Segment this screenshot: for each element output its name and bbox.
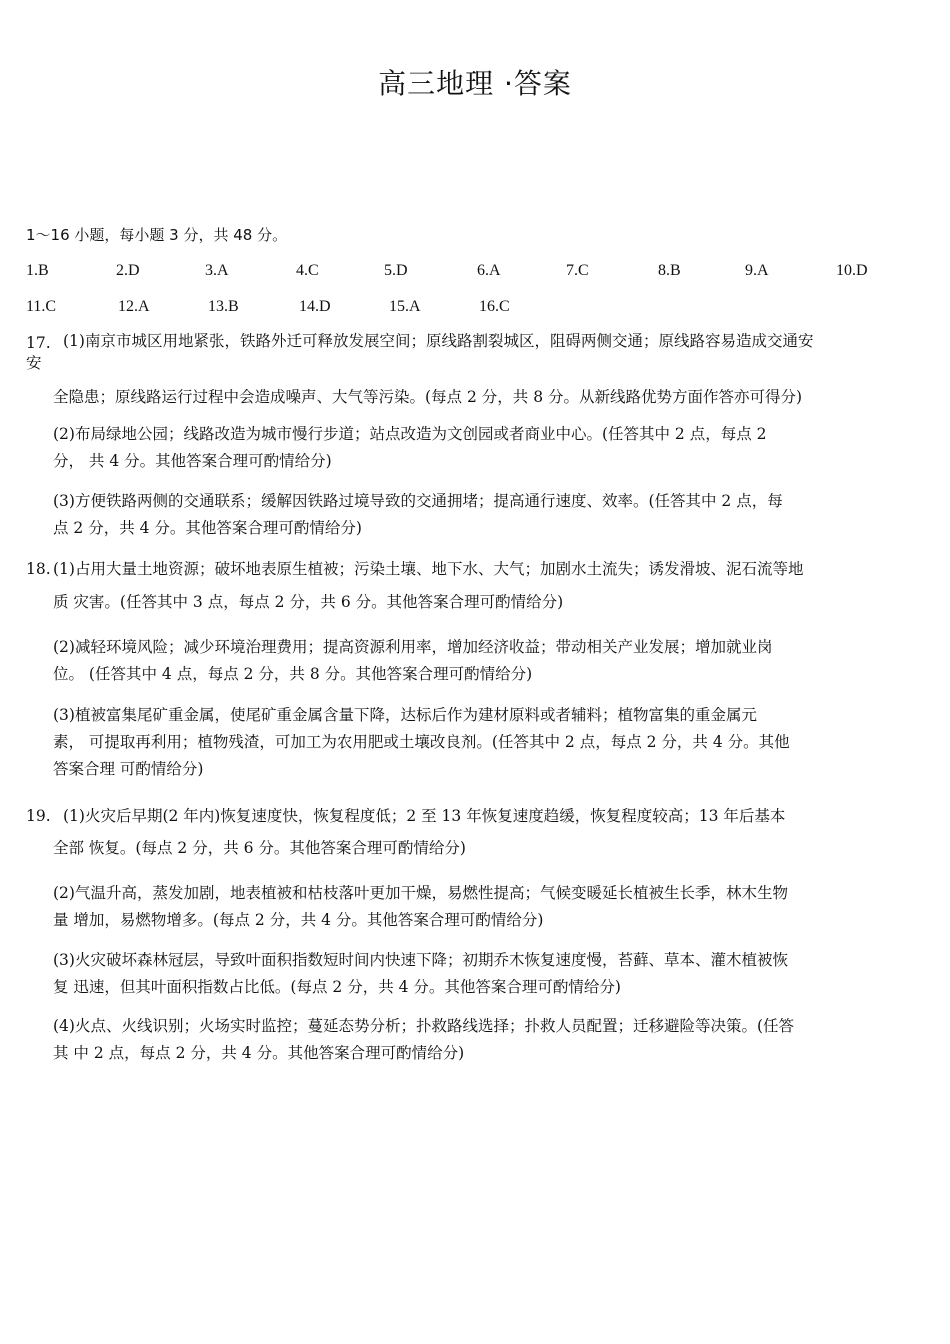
page-title: 高三地理 ·答案 (378, 67, 572, 100)
answer-line: (2)减轻环境风险；减少环境治理费用；提高资源利用率，增加经济收益；带动相关产业发展；增加就业岗 (53, 638, 773, 656)
mc-answer: 6.A (477, 262, 501, 279)
mc-answer: 13.B (208, 298, 239, 315)
answer-line: (2)布局绿地公园；线路改造为城市慢行步道；站点改造为文创园或者商业中心。(任答其中 2 点，每点 2 (53, 425, 767, 443)
mc-answer: 8.B (658, 262, 681, 279)
answer-line: 点 2 分，共 4 分。其他答案合理可酌情给分) (53, 519, 362, 537)
question-19-part-2 (53, 880, 923, 934)
answer-line: (3)方便铁路两侧的交通联系；缓解因铁路过境导致的交通拥堵；提高通行速度、效率。(任答其中 2 点，每 (53, 492, 783, 510)
question-18-part-1-cont (53, 589, 923, 616)
answer-line: 答案合理 可酌情给分) (53, 760, 204, 778)
section-intro: 1～16 小题，每小题 3 分，共 48 分。 (26, 226, 288, 244)
answer-line: 量 增加，易燃物增多。(每点 2 分，共 4 分。其他答案合理可酌情给分) (53, 911, 544, 929)
answer-line: (1)火灾后早期(2 年内)恢复速度快，恢复程度低；2 至 13 年恢复速度趋缓，恢复程度较高；13 年后基本 (63, 807, 786, 825)
answer-line: (4)火点、火线识别；火场实时监控；蔓延态势分析；扑救路线选择；扑救人员配置；迁移避险等决策。(任答 (53, 1017, 795, 1035)
question-number: 19. (26, 807, 51, 825)
mc-answer: 7.C (566, 262, 589, 279)
answer-line: 分， 共 4 分。其他答案合理可酌情给分) (53, 452, 332, 470)
mc-answer: 16.C (479, 298, 510, 315)
question-19-part-3 (53, 947, 923, 1001)
answer-line: (1)占用大量土地资源；破坏地表原生植被；污染土壤、地下水、大气；加剧水土流失；诱发滑坡、泥石流等地 (53, 560, 804, 578)
mc-answer: 11.C (26, 298, 57, 315)
answer-line: 质 灾害。(任答其中 3 点，每点 2 分，共 6 分。其他答案合理可酌情给分) (53, 593, 564, 611)
mc-answer: 9.A (745, 262, 769, 279)
mc-answer: 10.D (836, 262, 868, 279)
question-19 (26, 802, 921, 831)
question-17-part-3 (53, 488, 923, 542)
question-18-part-3 (53, 702, 923, 783)
answer-line: 全部 恢复。(每点 2 分，共 6 分。其他答案合理可酌情给分) (53, 839, 466, 857)
mc-answer: 15.A (389, 298, 421, 315)
question-19-part-1-cont (53, 835, 923, 862)
answer-line: 位。 (任答其中 4 点，每点 2 分，共 8 分。其他答案合理可酌情给分) (53, 665, 533, 683)
answer-line: (1)南京市城区用地紧张，铁路外迁可释放发展空间；原线路割裂城区，阻碍两侧交通；原线路容易造成交通安 (63, 332, 814, 350)
question-19-part-4 (53, 1013, 923, 1067)
answer-line: 素， 可提取再利用；植物残渣，可加工为农用肥或土壤改良剂。(任答其中 2 点，每点 2 分，共 4 分。其他 (53, 733, 790, 751)
question-18-part-2 (53, 634, 923, 688)
question-18 (26, 555, 921, 584)
answer-line: (3)火灾破坏森林冠层，导致叶面积指数短时间内快速下降；初期乔木恢复速度慢，苔藓、草本、灌木植被恢 (53, 951, 788, 969)
mc-answer: 4.C (296, 262, 319, 279)
mc-answer: 1.B (26, 262, 49, 279)
question-17 (26, 329, 921, 353)
mc-answer: 2.D (116, 262, 140, 279)
mc-answer: 3.A (205, 262, 229, 279)
answer-line: 复 迅速，但其叶面积指数占比低。(每点 2 分，共 4 分。其他答案合理可酌情给分) (53, 978, 621, 996)
mc-answer: 12.A (118, 298, 150, 315)
question-17-part-2 (53, 421, 923, 475)
answer-line: 全隐患；原线路运行过程中会造成噪声、大气等污染。(每点 2 分，共 8 分。从新线路优势方面作答亦可得分) (53, 388, 803, 406)
mc-answer: 14.D (299, 298, 331, 315)
answer-line: 其 中 2 点，每点 2 分，共 4 分。其他答案合理可酌情给分) (53, 1044, 465, 1062)
question-17-wrap: 安 (26, 354, 42, 372)
mc-answer: 5.D (384, 262, 408, 279)
question-17-part-1-cont (53, 384, 923, 411)
answer-line: (3)植被富集尾矿重金属，使尾矿重金属含量下降，达标后作为建材原料或者辅料；植物富集的重金属元 (53, 706, 757, 724)
question-number: 17. (26, 334, 51, 352)
answer-line: (2)气温升高，蒸发加剧，地表植被和枯枝落叶更加干燥，易燃性提高；气候变暖延长植被生长季，林木生物 (53, 884, 788, 902)
question-number: 18. (26, 560, 51, 578)
